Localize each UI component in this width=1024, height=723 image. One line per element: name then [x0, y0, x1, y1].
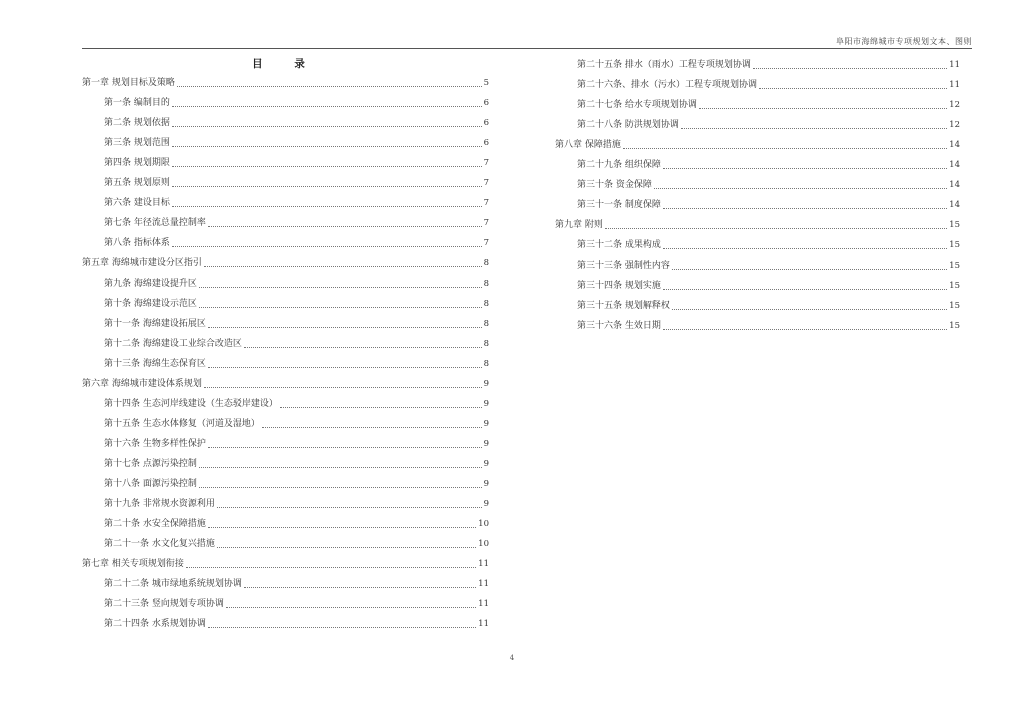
toc-chapter-entry[interactable]	[82, 554, 489, 574]
toc-entry-label: 第二十三条 竖向规划专项协调	[104, 599, 224, 610]
toc-entry-page-number: 6	[483, 138, 489, 149]
toc-entry-page-number: 14	[949, 200, 960, 211]
toc-article-entry[interactable]	[82, 193, 489, 213]
toc-chapter-entry[interactable]	[82, 253, 489, 273]
toc-entry-label: 第十八条 面源污染控制	[104, 478, 197, 489]
toc-entry-page-number: 15	[949, 260, 960, 271]
toc-entry-label: 第八条 指标体系	[104, 238, 170, 249]
toc-column-right	[555, 55, 960, 336]
toc-article-entry[interactable]	[555, 276, 960, 296]
header-rule	[82, 48, 972, 49]
toc-article-entry[interactable]	[82, 173, 489, 193]
toc-dot-leader	[759, 88, 947, 89]
toc-article-entry[interactable]	[555, 115, 960, 135]
toc-entry-label: 第三十四条 规划实施	[577, 280, 661, 291]
toc-entry-label: 第二十四条 水系规划协调	[104, 619, 206, 630]
toc-dot-leader	[663, 208, 947, 209]
toc-entry-page-number: 8	[483, 258, 489, 269]
toc-dot-leader	[177, 86, 482, 87]
toc-entry-label: 第三十三条 强制性内容	[577, 260, 670, 271]
toc-dot-leader	[753, 68, 947, 69]
toc-entry-page-number: 8	[483, 358, 489, 369]
toc-entry-label: 第十条 海绵建设示范区	[104, 298, 197, 309]
toc-entry-label: 第二十条 水安全保障措施	[104, 519, 206, 530]
toc-article-entry[interactable]	[82, 93, 489, 113]
toc-article-entry[interactable]	[555, 296, 960, 316]
toc-entry-page-number: 7	[483, 158, 489, 169]
toc-dot-leader	[663, 248, 947, 249]
toc-entry-label: 第一章 规划目标及策略	[82, 78, 175, 89]
toc-entry-page-number: 14	[949, 180, 960, 191]
toc-entry-page-number: 10	[478, 519, 489, 530]
toc-dot-leader	[663, 329, 947, 330]
toc-entry-label: 第十二条 海绵建设工业综合改造区	[104, 338, 242, 349]
toc-entry-label: 第五章 海绵城市建设分区指引	[82, 258, 202, 269]
toc-entry-label: 第五条 规划原则	[104, 178, 170, 189]
toc-entry-page-number: 7	[483, 218, 489, 229]
toc-entry-label: 第六章 海绵城市建设体系规划	[82, 378, 202, 389]
toc-article-entry[interactable]	[555, 195, 960, 215]
toc-article-entry[interactable]	[82, 514, 489, 534]
toc-entry-page-number: 7	[483, 198, 489, 209]
toc-dot-leader	[226, 607, 476, 608]
toc-left-list	[82, 73, 489, 634]
toc-entry-label: 第十四条 生态河岸线建设（生态驳岸建设）	[104, 398, 278, 409]
toc-dot-leader	[654, 188, 947, 189]
toc-dot-leader	[208, 367, 482, 368]
toc-entry-page-number: 9	[483, 438, 489, 449]
toc-dot-leader	[699, 108, 947, 109]
toc-dot-leader	[672, 269, 947, 270]
toc-entry-page-number: 9	[483, 378, 489, 389]
toc-dot-leader	[280, 407, 482, 408]
toc-entry-page-number: 12	[949, 100, 960, 111]
toc-entry-page-number: 7	[483, 178, 489, 189]
toc-dot-leader	[199, 467, 482, 468]
toc-chapter-entry[interactable]	[82, 374, 489, 394]
toc-entry-label: 第七章 相关专项规划衔接	[82, 559, 184, 570]
toc-entry-label: 第二十七条 给水专项规划协调	[577, 100, 697, 111]
toc-article-entry[interactable]	[555, 75, 960, 95]
toc-chapter-entry[interactable]	[555, 215, 960, 235]
toc-dot-leader	[208, 447, 482, 448]
toc-dot-leader	[204, 387, 482, 388]
toc-dot-leader	[208, 527, 476, 528]
toc-article-entry[interactable]	[82, 153, 489, 173]
toc-entry-label: 第八章 保障措施	[555, 140, 621, 151]
toc-dot-leader	[208, 627, 476, 628]
toc-entry-page-number: 15	[949, 240, 960, 251]
toc-entry-page-number: 11	[478, 599, 489, 610]
toc-dot-leader	[208, 327, 482, 328]
toc-article-entry[interactable]	[82, 354, 489, 374]
toc-article-entry[interactable]	[82, 294, 489, 314]
toc-article-entry[interactable]	[82, 314, 489, 334]
toc-title: 目 录	[252, 58, 319, 70]
toc-dot-leader	[172, 206, 482, 207]
toc-entry-label: 第三十二条 成果构成	[577, 240, 661, 251]
toc-dot-leader	[623, 148, 947, 149]
toc-entry-label: 第九章 附则	[555, 220, 603, 231]
toc-dot-leader	[672, 309, 947, 310]
toc-article-entry[interactable]	[82, 494, 489, 514]
toc-article-entry[interactable]	[555, 55, 960, 75]
toc-entry-label: 第七条 年径流总量控制率	[104, 218, 206, 229]
toc-dot-leader	[186, 567, 476, 568]
running-header: 阜阳市海绵城市专项规划文本、图则	[836, 37, 972, 46]
toc-entry-page-number: 8	[483, 338, 489, 349]
toc-article-entry[interactable]	[555, 95, 960, 115]
toc-dot-leader	[681, 128, 947, 129]
toc-article-entry[interactable]	[82, 614, 489, 634]
toc-dot-leader	[199, 287, 482, 288]
toc-article-entry[interactable]	[82, 213, 489, 233]
toc-article-entry[interactable]	[555, 155, 960, 175]
toc-article-entry[interactable]	[82, 434, 489, 454]
toc-dot-leader	[172, 106, 482, 107]
toc-entry-label: 第十五条 生态水体修复（河道及湿地）	[104, 418, 260, 429]
toc-dot-leader	[605, 228, 947, 229]
toc-column-left	[82, 55, 489, 634]
toc-dot-leader	[199, 487, 482, 488]
toc-entry-page-number: 10	[478, 539, 489, 550]
toc-right-list	[555, 55, 960, 336]
toc-entry-page-number: 5	[483, 78, 489, 89]
toc-entry-label: 第二十一条 水文化复兴措施	[104, 539, 215, 550]
toc-dot-leader	[217, 547, 476, 548]
toc-article-entry[interactable]	[82, 414, 489, 434]
toc-article-entry[interactable]	[82, 334, 489, 354]
toc-article-entry[interactable]	[82, 534, 489, 554]
toc-entry-page-number: 9	[483, 458, 489, 469]
toc-entry-label: 第三十条 资金保障	[577, 180, 652, 191]
toc-entry-page-number: 8	[483, 298, 489, 309]
toc-article-entry[interactable]	[82, 594, 489, 614]
toc-dot-leader	[172, 146, 482, 147]
toc-article-entry[interactable]	[82, 454, 489, 474]
toc-entry-page-number: 15	[949, 300, 960, 311]
toc-entry-page-number: 14	[949, 140, 960, 151]
toc-entry-label: 第二条 规划依据	[104, 118, 170, 129]
toc-article-entry[interactable]	[555, 255, 960, 275]
toc-article-entry[interactable]	[82, 474, 489, 494]
toc-entry-page-number: 11	[478, 579, 489, 590]
toc-dot-leader	[172, 246, 482, 247]
toc-entry-page-number: 11	[478, 559, 489, 570]
toc-entry-page-number: 9	[483, 499, 489, 510]
toc-entry-label: 第二十九条 组织保障	[577, 160, 661, 171]
toc-entry-page-number: 6	[483, 98, 489, 109]
toc-entry-label: 第二十八条 防洪规划协调	[577, 120, 679, 131]
toc-article-entry[interactable]	[82, 394, 489, 414]
toc-entry-page-number: 11	[949, 80, 960, 91]
toc-entry-label: 第十六条 生物多样性保护	[104, 438, 206, 449]
toc-entry-page-number: 15	[949, 320, 960, 331]
toc-entry-label: 第三条 规划范围	[104, 138, 170, 149]
toc-entry-label: 第二十二条 城市绿地系统规划协调	[104, 579, 242, 590]
page-number: 4	[509, 654, 515, 662]
toc-article-entry[interactable]	[82, 574, 489, 594]
toc-article-entry[interactable]	[555, 316, 960, 336]
toc-entry-page-number: 14	[949, 160, 960, 171]
toc-entry-label: 第二十六条、排水（污水）工程专项规划协调	[577, 80, 758, 91]
toc-entry-page-number: 6	[483, 118, 489, 129]
toc-entry-label: 第十七条 点源污染控制	[104, 458, 197, 469]
toc-entry-label: 第三十五条 规划解释权	[577, 300, 670, 311]
toc-dot-leader	[663, 289, 947, 290]
toc-article-entry[interactable]	[82, 233, 489, 253]
toc-entry-page-number: 9	[483, 478, 489, 489]
toc-chapter-entry[interactable]	[555, 135, 960, 155]
toc-dot-leader	[244, 347, 482, 348]
toc-dot-leader	[172, 126, 482, 127]
toc-dot-leader	[172, 186, 482, 187]
toc-dot-leader	[217, 507, 482, 508]
toc-article-entry[interactable]	[82, 273, 489, 293]
toc-entry-page-number: 9	[483, 398, 489, 409]
toc-entry-label: 第四条 规划期限	[104, 158, 170, 169]
toc-entry-label: 第六条 建设目标	[104, 198, 170, 209]
toc-article-entry[interactable]	[82, 133, 489, 153]
toc-entry-label: 第九条 海绵建设提升区	[104, 278, 197, 289]
toc-entry-page-number: 9	[483, 418, 489, 429]
toc-entry-label: 第二十五条 排水（雨水）工程专项规划协调	[577, 60, 751, 71]
toc-entry-page-number: 11	[949, 60, 960, 71]
toc-dot-leader	[244, 587, 476, 588]
toc-entry-label: 第十九条 非常规水资源利用	[104, 499, 215, 510]
toc-entry-label: 第三十六条 生效日期	[577, 320, 661, 331]
toc-article-entry[interactable]	[82, 113, 489, 133]
toc-dot-leader	[204, 266, 482, 267]
toc-dot-leader	[663, 168, 947, 169]
toc-entry-page-number: 15	[949, 280, 960, 291]
toc-article-entry[interactable]	[555, 175, 960, 195]
toc-entry-page-number: 12	[949, 120, 960, 131]
toc-dot-leader	[199, 307, 482, 308]
toc-dot-leader	[262, 427, 482, 428]
toc-article-entry[interactable]	[555, 235, 960, 255]
toc-dot-leader	[172, 166, 482, 167]
toc-entry-page-number: 15	[949, 220, 960, 231]
toc-entry-label: 第一条 编制目的	[104, 98, 170, 109]
toc-dot-leader	[208, 226, 482, 227]
toc-entry-label: 第十一条 海绵建设拓展区	[104, 318, 206, 329]
toc-entry-label: 第十三条 海绵生态保育区	[104, 358, 206, 369]
toc-chapter-entry[interactable]	[82, 73, 489, 93]
toc-entry-page-number: 8	[483, 278, 489, 289]
toc-entry-page-number: 7	[483, 238, 489, 249]
toc-entry-page-number: 11	[478, 619, 489, 630]
toc-entry-label: 第三十一条 制度保障	[577, 200, 661, 211]
toc-entry-page-number: 8	[483, 318, 489, 329]
